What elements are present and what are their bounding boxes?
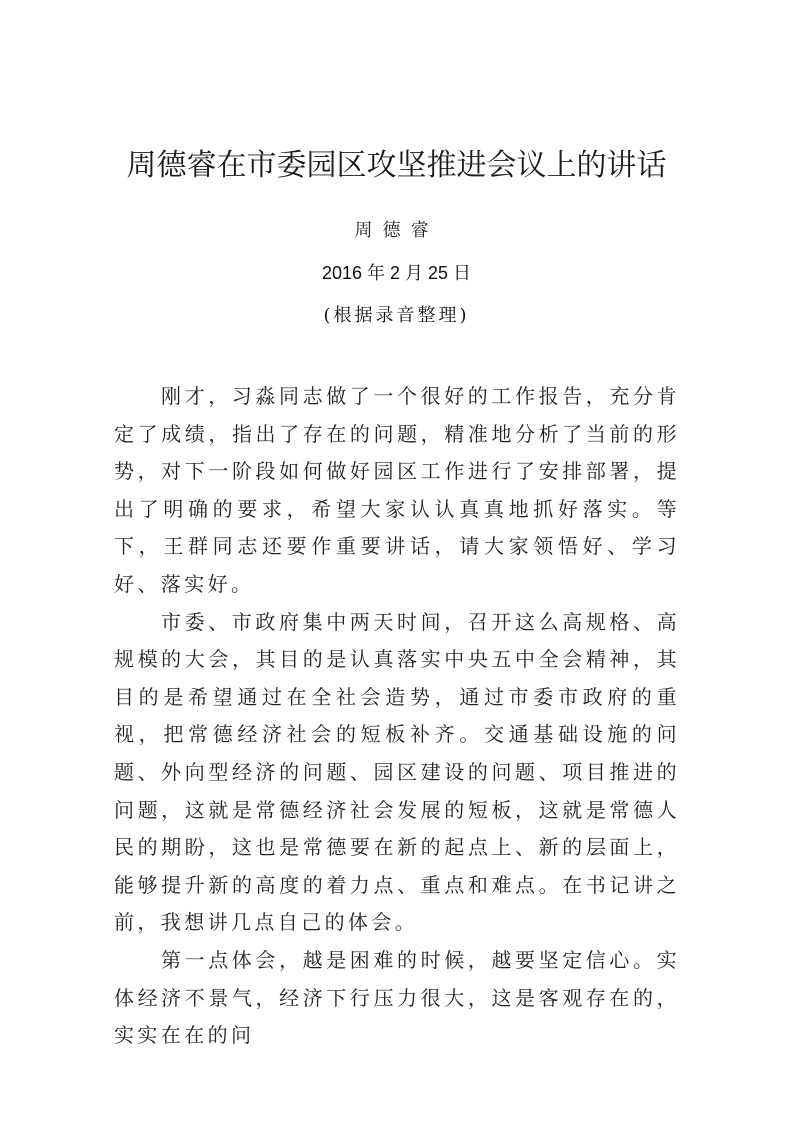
paragraph: 第一点体会，越是困难的时候，越要坚定信心。实体经济不景气，经济下行压力很大，这是客观存在的，实实在在的问 (114, 947, 680, 1048)
paragraph: 刚才，习淼同志做了一个很好的工作报告，充分肯定了成绩，指出了存在的问题，精准地分析了当前的形势，对下一阶段如何做好园区工作进行了安排部署，提出了明确的要求，希望大家认认真真地抓好落实。等下，王群同志还要作重要讲话，请大家领悟好、学习好、落实好。 (114, 384, 680, 596)
document-date: 2016 年 2 月 25 日 (321, 263, 472, 283)
document-title: 周德睿在市委园区攻坚推进会议上的讲话 (126, 148, 667, 183)
document-note: (根据录音整理) (323, 305, 470, 326)
document-body (114, 378, 680, 1055)
paragraph: 市委、市政府集中两天时间，召开这么高规格、高规模的大会，其目的是认真落实中央五中全会精神，其目的是希望通过在全社会造势，通过市委市政府的重视，把常德经济社会的短板补齐。交通基础设施的问题、外向型经济的问题、园区建设的问题、项目推进的问题，这就是常德经济社会发展的短板，这就是常德人民的期盼，这也是常德要在新的起点上、新的层面上，能够提升新的高度的着力点、重点和难点。在书记讲之前，我想讲几点自己的体会。 (114, 609, 680, 935)
document-author: 周德睿 (354, 220, 439, 241)
